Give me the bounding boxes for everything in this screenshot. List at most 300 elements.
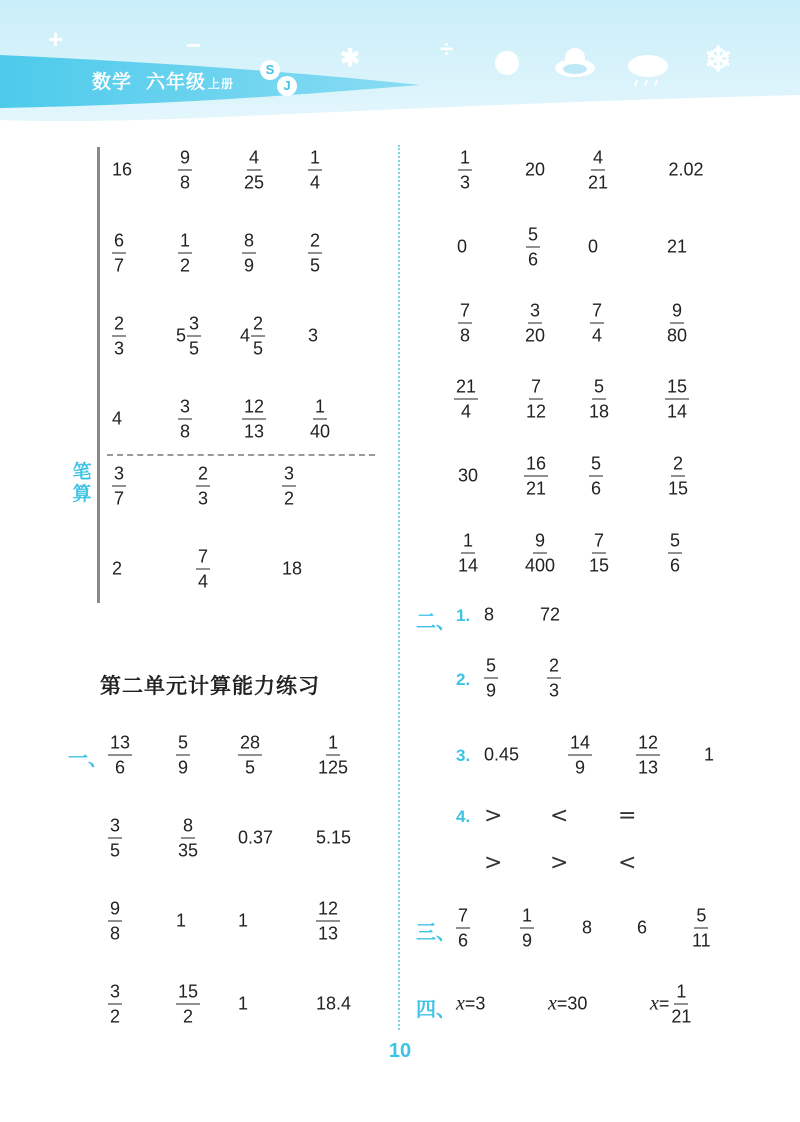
denominator: 8 bbox=[459, 325, 471, 346]
fraction bbox=[665, 378, 689, 421]
times-icon: ✱ bbox=[340, 45, 361, 72]
comparison-symbol: = bbox=[618, 803, 637, 829]
denominator: 125 bbox=[318, 757, 349, 778]
number-value: 8 bbox=[484, 604, 495, 625]
denominator: 15 bbox=[667, 478, 689, 499]
answer-item bbox=[690, 907, 713, 950]
numerator: 21 bbox=[454, 378, 478, 400]
fraction bbox=[524, 378, 548, 421]
answer-item bbox=[526, 226, 540, 269]
answer-item bbox=[520, 907, 534, 950]
equals-sign: = bbox=[464, 993, 476, 1014]
answer-item bbox=[308, 398, 332, 441]
section-two-label: 二、 bbox=[416, 611, 456, 633]
answer-item bbox=[176, 315, 201, 358]
answer-item bbox=[667, 237, 687, 258]
fraction bbox=[187, 315, 201, 358]
fraction bbox=[308, 398, 332, 441]
badge-s: S bbox=[260, 60, 280, 80]
fraction bbox=[547, 657, 561, 700]
fraction bbox=[454, 378, 478, 421]
fraction bbox=[112, 465, 126, 508]
divide-icon: ÷ bbox=[440, 36, 454, 63]
section-one-label: 一、 bbox=[68, 748, 108, 770]
section-four-label: 四、 bbox=[416, 999, 456, 1021]
number-value: 0 bbox=[456, 236, 468, 257]
answer-item bbox=[458, 302, 472, 345]
numerator: 7 bbox=[196, 548, 210, 570]
numerator: 2 bbox=[251, 315, 265, 337]
variable: x bbox=[650, 992, 659, 1015]
numerator: 1 bbox=[178, 232, 192, 254]
fraction bbox=[196, 548, 210, 591]
denominator: 21 bbox=[525, 478, 547, 499]
numerator: 7 bbox=[592, 532, 606, 554]
numerator: 4 bbox=[591, 149, 605, 171]
fraction bbox=[590, 302, 604, 345]
answer-item bbox=[316, 900, 340, 943]
answer-item bbox=[637, 918, 647, 939]
denominator: 21 bbox=[671, 1006, 692, 1027]
answer-item bbox=[196, 548, 210, 591]
answer-item bbox=[176, 911, 186, 932]
comparison-symbol: < bbox=[618, 850, 637, 876]
variable: x bbox=[548, 992, 557, 1015]
mixed-number bbox=[176, 315, 201, 358]
comparison-symbol: > bbox=[550, 850, 569, 876]
answer-item bbox=[176, 817, 200, 860]
numerator: 5 bbox=[694, 907, 708, 929]
q1-label: 1. bbox=[456, 606, 471, 625]
number-value: 3 bbox=[308, 325, 319, 346]
answer-item bbox=[238, 828, 273, 849]
denominator: 7 bbox=[114, 255, 125, 276]
numerator: 7 bbox=[456, 907, 470, 929]
numerator: 9 bbox=[533, 532, 547, 554]
fraction bbox=[112, 232, 126, 275]
number-value: 5.15 bbox=[316, 827, 352, 848]
number-value: 0.45 bbox=[484, 744, 520, 765]
answer-item bbox=[242, 398, 266, 441]
comparison-symbol: < bbox=[550, 803, 569, 829]
fraction bbox=[242, 149, 266, 192]
denominator: 6 bbox=[590, 478, 602, 499]
answer-item bbox=[458, 149, 472, 192]
fraction bbox=[586, 149, 610, 192]
numerator: 14 bbox=[568, 734, 592, 756]
number-value: 30 bbox=[457, 465, 479, 486]
denominator: 3 bbox=[114, 338, 125, 359]
denominator: 3 bbox=[198, 488, 209, 509]
number-value: 2 bbox=[112, 558, 123, 579]
denominator: 2 bbox=[110, 1006, 121, 1027]
fraction bbox=[690, 907, 713, 950]
numerator: 1 bbox=[308, 149, 322, 171]
answer-item bbox=[586, 149, 610, 192]
answer-item bbox=[178, 398, 192, 441]
answer-item bbox=[238, 911, 248, 932]
number-value: 1 bbox=[238, 910, 249, 931]
fraction bbox=[523, 302, 547, 345]
fraction bbox=[176, 734, 190, 777]
answer-item bbox=[704, 745, 714, 766]
denominator: 25 bbox=[244, 172, 265, 193]
answer-item bbox=[666, 455, 690, 498]
numerator: 1 bbox=[674, 983, 688, 1005]
numerator: 1 bbox=[461, 532, 475, 554]
fraction bbox=[196, 465, 210, 508]
numerator: 16 bbox=[524, 455, 548, 477]
answer-item bbox=[587, 378, 611, 421]
fraction bbox=[176, 983, 200, 1026]
denominator: 21 bbox=[587, 172, 609, 193]
number-value: 0.37 bbox=[238, 827, 274, 848]
comparison-symbol: > bbox=[484, 803, 503, 829]
numerator: 2 bbox=[671, 455, 685, 477]
number-value: 6 bbox=[637, 917, 648, 938]
answer-item bbox=[458, 466, 478, 487]
q4-label: 4. bbox=[456, 807, 471, 826]
denominator: 400 bbox=[524, 555, 556, 576]
fraction bbox=[523, 532, 557, 575]
numerator: 5 bbox=[589, 455, 603, 477]
fraction bbox=[668, 532, 682, 575]
header-banner bbox=[0, 0, 800, 125]
answer-item bbox=[308, 149, 322, 192]
numerator: 5 bbox=[484, 657, 498, 679]
numerator: 2 bbox=[112, 315, 126, 337]
fraction bbox=[178, 232, 192, 275]
answer-item bbox=[590, 302, 604, 345]
fraction bbox=[669, 983, 693, 1026]
number-value: 8 bbox=[582, 917, 593, 938]
answer-item bbox=[108, 734, 132, 777]
fraction bbox=[251, 315, 265, 358]
fraction bbox=[108, 817, 122, 860]
fraction bbox=[456, 907, 470, 950]
fraction bbox=[526, 226, 540, 269]
answer-item bbox=[523, 302, 547, 345]
denominator: 5 bbox=[245, 757, 256, 778]
fraction bbox=[587, 378, 611, 421]
denominator: 5 bbox=[189, 338, 200, 359]
badge-j: J bbox=[277, 76, 297, 96]
number-value: 1 bbox=[176, 910, 187, 931]
numerator: 2 bbox=[547, 657, 561, 679]
number-value: 18.4 bbox=[316, 993, 352, 1014]
denominator: 80 bbox=[666, 325, 688, 346]
answer-item bbox=[178, 232, 192, 275]
fraction bbox=[636, 734, 660, 777]
numerator: 7 bbox=[529, 378, 543, 400]
numerator: 1 bbox=[520, 907, 534, 929]
answer-item bbox=[582, 918, 592, 939]
number-value: 16 bbox=[112, 159, 133, 180]
denominator: 11 bbox=[692, 930, 711, 951]
numerator: 9 bbox=[108, 900, 122, 922]
fraction bbox=[520, 907, 534, 950]
answer-item bbox=[524, 378, 548, 421]
answer-item bbox=[665, 378, 689, 421]
fraction bbox=[108, 734, 132, 777]
denominator: 7 bbox=[114, 488, 125, 509]
denominator: 9 bbox=[522, 930, 533, 951]
answer-item bbox=[547, 657, 561, 700]
answer-item bbox=[589, 455, 603, 498]
equation-solution bbox=[650, 983, 693, 1026]
q3-label: 3. bbox=[456, 746, 471, 765]
fraction bbox=[108, 983, 122, 1026]
answer-item bbox=[456, 532, 480, 575]
minus-icon: − bbox=[186, 30, 202, 60]
numerator: 12 bbox=[242, 398, 266, 420]
numerator: 8 bbox=[181, 817, 195, 839]
numerator: 3 bbox=[108, 983, 122, 1005]
number-value: 3 bbox=[475, 993, 486, 1014]
numerator: 6 bbox=[112, 232, 126, 254]
answer-item bbox=[540, 605, 560, 626]
left-vertical-rule bbox=[97, 147, 100, 603]
answer-item bbox=[316, 828, 351, 849]
answer-item bbox=[176, 983, 200, 1026]
number-value: 4 bbox=[112, 408, 123, 429]
snowflake-icon: ❄ bbox=[704, 41, 733, 79]
answer-item bbox=[112, 465, 126, 508]
answer-item bbox=[112, 160, 132, 181]
numerator: 3 bbox=[282, 465, 296, 487]
q2-label: 2. bbox=[456, 670, 471, 689]
denominator: 9 bbox=[575, 757, 586, 778]
denominator: 35 bbox=[178, 840, 199, 861]
answer-item bbox=[484, 605, 494, 626]
numerator: 1 bbox=[326, 734, 340, 756]
answer-item bbox=[240, 315, 265, 358]
denominator: 12 bbox=[525, 401, 547, 422]
numerator: 7 bbox=[458, 302, 472, 324]
numerator: 5 bbox=[668, 532, 682, 554]
denominator: 6 bbox=[458, 930, 469, 951]
answer-item bbox=[316, 734, 350, 777]
answer-item bbox=[178, 149, 192, 192]
answer-item bbox=[525, 160, 545, 181]
denominator: 40 bbox=[310, 421, 331, 442]
plus-icon: + bbox=[48, 24, 64, 54]
fraction bbox=[484, 657, 498, 700]
rain-cloud-icon bbox=[625, 50, 671, 90]
section-three-label: 三、 bbox=[416, 922, 456, 944]
fraction bbox=[308, 232, 322, 275]
fraction bbox=[242, 398, 266, 441]
numerator: 3 bbox=[528, 302, 542, 324]
fraction bbox=[666, 455, 690, 498]
denominator: 13 bbox=[638, 757, 659, 778]
page-number: 10 bbox=[388, 1040, 412, 1062]
answer-item bbox=[484, 745, 519, 766]
numerator: 3 bbox=[112, 465, 126, 487]
answer-item bbox=[108, 900, 122, 943]
denominator: 9 bbox=[244, 255, 255, 276]
side-label-bisuan: 笔算 bbox=[72, 462, 92, 505]
number-value: 1 bbox=[238, 993, 249, 1014]
denominator: 4 bbox=[310, 172, 321, 193]
denominator: 8 bbox=[110, 923, 121, 944]
answer-item bbox=[454, 378, 478, 421]
number-value: 20 bbox=[524, 159, 546, 180]
numerator: 1 bbox=[458, 149, 472, 171]
numerator: 5 bbox=[176, 734, 190, 756]
equation-solution bbox=[456, 993, 485, 1016]
numerator: 3 bbox=[187, 315, 201, 337]
numerator: 7 bbox=[590, 302, 604, 324]
numerator: 12 bbox=[316, 900, 340, 922]
unit-title: 第二单元计算能力练习 bbox=[100, 675, 320, 698]
fraction bbox=[316, 734, 350, 777]
left-dashed-divider bbox=[107, 454, 375, 456]
denominator: 6 bbox=[115, 757, 126, 778]
answer-item bbox=[316, 994, 351, 1015]
denominator: 2 bbox=[180, 255, 191, 276]
numerator: 12 bbox=[636, 734, 660, 756]
whole-part: 5 bbox=[176, 325, 187, 346]
fraction bbox=[568, 734, 592, 777]
number-value: 21 bbox=[666, 236, 688, 257]
number-value: 2.02 bbox=[668, 159, 704, 180]
denominator: 6 bbox=[527, 249, 539, 270]
denominator: 4 bbox=[460, 401, 471, 422]
denominator: 3 bbox=[549, 680, 560, 701]
fraction bbox=[316, 900, 340, 943]
answer-item bbox=[484, 657, 498, 700]
answer-item bbox=[587, 532, 611, 575]
header-title: 数学 六年级 上册 bbox=[92, 72, 235, 93]
denominator: 14 bbox=[666, 401, 688, 422]
variable: x bbox=[456, 992, 465, 1015]
fraction bbox=[589, 455, 603, 498]
answer-item bbox=[282, 465, 296, 508]
number-value: 18 bbox=[282, 558, 303, 579]
fraction bbox=[458, 302, 472, 345]
denominator: 15 bbox=[588, 555, 610, 576]
mixed-number bbox=[240, 315, 265, 358]
denominator: 9 bbox=[486, 680, 497, 701]
equals-sign: = bbox=[556, 993, 568, 1014]
column-divider bbox=[398, 145, 400, 1030]
numerator: 15 bbox=[665, 378, 689, 400]
answer-item bbox=[668, 160, 703, 181]
answer-item bbox=[588, 237, 598, 258]
numerator: 8 bbox=[242, 232, 256, 254]
denominator: 6 bbox=[669, 555, 681, 576]
fraction bbox=[587, 532, 611, 575]
numerator: 15 bbox=[176, 983, 200, 1005]
numerator: 5 bbox=[526, 226, 540, 248]
denominator: 2 bbox=[284, 488, 295, 509]
numerator: 2 bbox=[196, 465, 210, 487]
numerator: 1 bbox=[313, 398, 327, 420]
numerator: 3 bbox=[108, 817, 122, 839]
answer-item bbox=[568, 734, 592, 777]
denominator: 9 bbox=[178, 757, 189, 778]
answer-item bbox=[112, 232, 126, 275]
denominator: 8 bbox=[180, 421, 191, 442]
answer-item bbox=[108, 983, 122, 1026]
cloud-sun-icon bbox=[553, 44, 599, 80]
equation-solution bbox=[548, 993, 587, 1016]
numerator: 2 bbox=[308, 232, 322, 254]
denominator: 20 bbox=[524, 325, 546, 346]
numerator: 28 bbox=[238, 734, 262, 756]
denominator: 5 bbox=[110, 840, 121, 861]
fraction bbox=[524, 455, 548, 498]
denominator: 3 bbox=[459, 172, 471, 193]
answer-item bbox=[282, 559, 302, 580]
fraction bbox=[108, 900, 122, 943]
number-value: 1 bbox=[704, 744, 715, 765]
answer-item bbox=[196, 465, 210, 508]
answer-item bbox=[238, 734, 262, 777]
sun-icon bbox=[492, 48, 522, 78]
answer-item bbox=[308, 326, 318, 347]
numerator: 4 bbox=[247, 149, 261, 171]
numerator: 5 bbox=[592, 378, 606, 400]
denominator: 13 bbox=[244, 421, 265, 442]
answer-item bbox=[456, 907, 470, 950]
comparison-symbol: > bbox=[484, 850, 503, 876]
numerator: 9 bbox=[670, 302, 684, 324]
answer-item bbox=[524, 455, 548, 498]
answer-item bbox=[242, 232, 256, 275]
number-value: 0 bbox=[587, 236, 599, 257]
denominator: 5 bbox=[310, 255, 321, 276]
number-value: 30 bbox=[567, 993, 588, 1014]
denominator: 4 bbox=[198, 571, 209, 592]
denominator: 18 bbox=[588, 401, 610, 422]
answer-item bbox=[668, 532, 682, 575]
fraction bbox=[282, 465, 296, 508]
fraction bbox=[178, 149, 192, 192]
denominator: 4 bbox=[591, 325, 603, 346]
fraction bbox=[178, 398, 192, 441]
answer-item bbox=[308, 232, 322, 275]
answer-item bbox=[665, 302, 689, 345]
answer-item bbox=[112, 559, 122, 580]
numerator: 13 bbox=[108, 734, 132, 756]
answer-item bbox=[176, 734, 190, 777]
equals-sign: = bbox=[658, 993, 670, 1014]
fraction bbox=[242, 232, 256, 275]
denominator: 8 bbox=[180, 172, 191, 193]
fraction bbox=[456, 532, 480, 575]
fraction bbox=[308, 149, 322, 192]
denominator: 2 bbox=[183, 1006, 194, 1027]
answer-item bbox=[636, 734, 660, 777]
denominator: 13 bbox=[318, 923, 339, 944]
fraction bbox=[112, 315, 126, 358]
answer-item bbox=[108, 817, 122, 860]
fraction bbox=[665, 302, 689, 345]
number-value: 72 bbox=[540, 604, 561, 625]
answer-item bbox=[523, 532, 557, 575]
answer-item bbox=[112, 315, 126, 358]
whole-part: 4 bbox=[240, 325, 251, 346]
denominator: 5 bbox=[253, 338, 264, 359]
numerator: 9 bbox=[178, 149, 192, 171]
numerator: 3 bbox=[178, 398, 192, 420]
answer-item bbox=[457, 237, 467, 258]
fraction bbox=[238, 734, 262, 777]
answer-item bbox=[112, 409, 122, 430]
fraction bbox=[458, 149, 472, 192]
